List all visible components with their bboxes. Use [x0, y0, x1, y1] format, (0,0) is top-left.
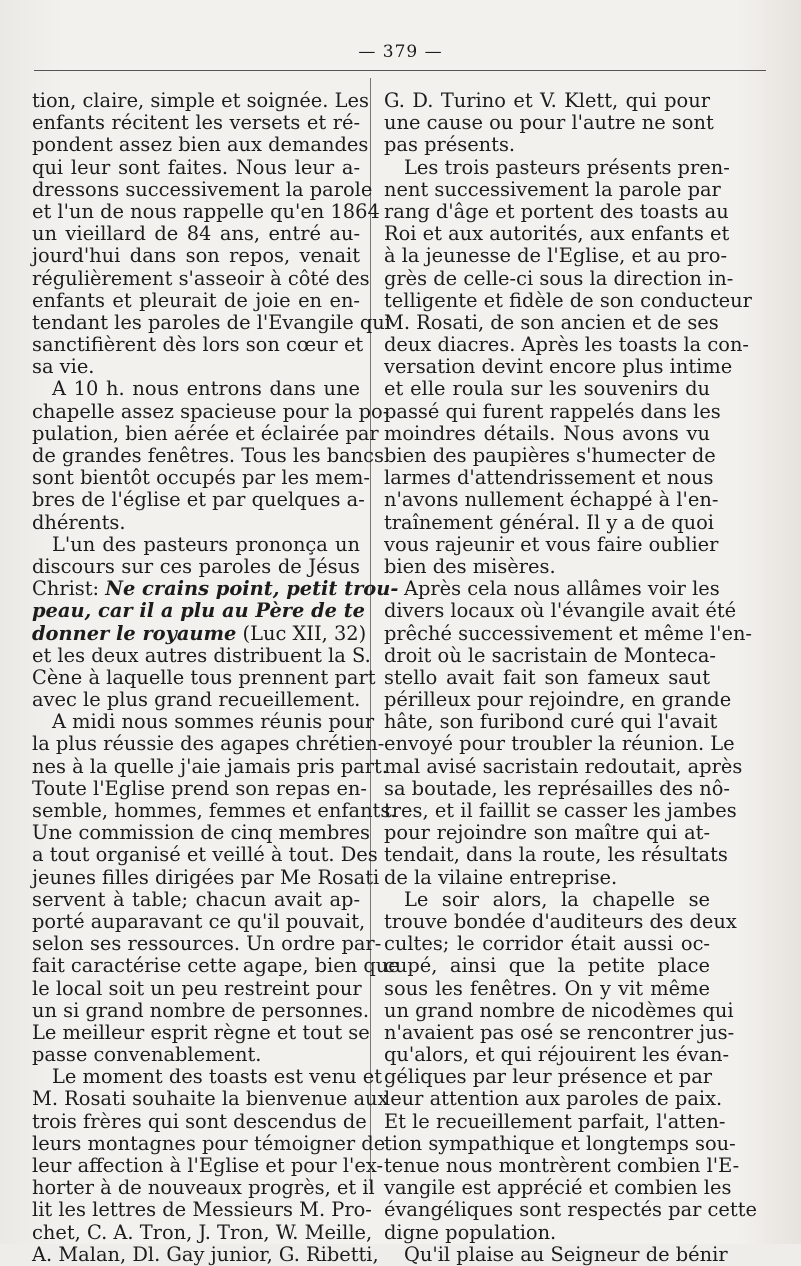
- text-line: sa vie.: [32, 355, 95, 379]
- header-rule: [34, 70, 766, 71]
- text-line: tion sympathique et longtemps sou-: [384, 1131, 736, 1155]
- text-line: cultes; le corridor était aussi oc-: [384, 932, 710, 956]
- text-line: de la vilaine entreprise.: [384, 865, 618, 889]
- text-line: un grand nombre de nicodèmes qui: [384, 998, 734, 1022]
- text-line: leurs montagnes pour témoigner de: [32, 1131, 386, 1155]
- text-line: régulièrement s'asseoir à côté des: [32, 266, 370, 290]
- left-column: [32, 89, 400, 1266]
- text-line: rang d'âge et portent des toasts au: [384, 199, 729, 223]
- text-line: vous rajeunir et vous faire oublier: [384, 532, 719, 556]
- text-line: de grandes fenêtres. Tous les bancs: [32, 444, 384, 467]
- text-line: M. Rosati, de son ancien et de ses: [384, 310, 719, 334]
- text-line: jeunes filles dirigées par Me Rosati: [32, 865, 380, 889]
- text-line: servent à table; chacun avait ap-: [32, 887, 360, 911]
- text-line: Après cela nous allâmes voir les: [404, 577, 720, 601]
- text-line: nes à la quelle j'aie jamais pris part.: [32, 754, 388, 778]
- text-line: lit les lettres de Messieurs M. Pro-: [32, 1198, 372, 1222]
- text-line: moindres détails. Nous avons vu: [384, 421, 710, 445]
- text-line: le local soit un peu restreint pour: [32, 976, 362, 1000]
- scripture-quote: peau, car il a plu au Père de te: [32, 599, 366, 623]
- page-number: — 379 —: [358, 42, 443, 62]
- text-line: semble, hommes, femmes et enfants.: [32, 799, 397, 822]
- text-line: chet, C. A. Tron, J. Tron, W. Meille,: [32, 1220, 373, 1244]
- text-line: bien des misères.: [384, 554, 556, 578]
- text-line: une cause ou pour l'autre ne sont: [384, 111, 714, 135]
- text-line: pulation, bien aérée et éclairée par: [32, 421, 379, 445]
- text-line: G. D. Turino et V. Klett, qui pour: [384, 89, 710, 112]
- text-line: discours sur ces paroles de Jésus: [32, 554, 360, 578]
- text-line: n'avons nullement échappé à l'en-: [384, 488, 719, 512]
- text-line: donner le royaume (Luc XII, 32): [32, 621, 367, 645]
- text-line: Une commission de cinq membres: [32, 821, 370, 845]
- text-line: stello avait fait son fameux saut: [384, 665, 710, 689]
- text-line: enfants récitent les versets et ré-: [32, 111, 360, 135]
- text-line: L'un des pasteurs prononça un: [52, 532, 360, 556]
- text-line: cupé, ainsi que la petite place: [384, 954, 710, 978]
- text-line: avec le plus grand recueillement.: [32, 688, 361, 712]
- text-line: hâte, son furibond curé qui l'avait: [384, 710, 718, 734]
- text-line: trois frères qui sont descendus de: [32, 1109, 367, 1133]
- text-line: qu'alors, et qui réjouirent les évan-: [384, 1043, 730, 1067]
- text-line: Cène à laquelle tous prennent part: [32, 665, 376, 689]
- text-line: droit où le sacristain de Monteca-: [384, 643, 716, 667]
- text-line: A 10 h. nous entrons dans une: [52, 377, 360, 401]
- text-line: deux diacres. Après les toasts la con-: [384, 333, 749, 357]
- text-line: dressons successivement la parole: [32, 177, 373, 201]
- text-line: évangéliques sont respectés par cette: [384, 1198, 757, 1222]
- text-line: porté auparavant ce qu'il pouvait,: [32, 909, 366, 933]
- text-line: sanctifièrent dès lors son cœur et: [32, 333, 364, 357]
- right-column: [384, 89, 757, 1266]
- text-line: tenue nous montrèrent combien l'E-: [384, 1154, 740, 1177]
- text-line: digne population.: [384, 1220, 557, 1244]
- text-line: sous les fenêtres. On y vit même: [384, 976, 710, 1000]
- text-line: larmes d'attendrissement et nous: [384, 466, 714, 490]
- text-line: grès de celle-ci sous la direction in-: [384, 266, 734, 290]
- text-line: selon ses ressources. Un ordre par-: [32, 932, 382, 956]
- text-line: prêché successivement et même l'en-: [384, 621, 752, 645]
- text-line: passe convenablement.: [32, 1043, 262, 1067]
- text-line: chapelle assez spacieuse pour la po-: [32, 399, 390, 423]
- text-line: traînement général. Il y a de quoi: [384, 510, 715, 534]
- text-line: et l'un de nous rappelle qu'en 1864: [32, 199, 380, 223]
- text-line: Et le recueillement parfait, l'atten-: [384, 1109, 726, 1133]
- text-line: fait caractérise cette agape, bien que: [32, 954, 400, 978]
- scripture-quote: Ne crains point, petit trou-: [105, 577, 399, 601]
- text-line: [32, 599, 366, 623]
- text-line: Roi et aux autorités, aux enfants et: [384, 222, 730, 246]
- text-line: Toute l'Eglise prend son repas en-: [32, 776, 367, 800]
- text-line: un vieillard de 84 ans, entré au-: [32, 222, 360, 246]
- text-line: pas présents.: [384, 133, 516, 157]
- text-line: sa boutade, les représailles des nô-: [384, 776, 730, 800]
- text-line: enfants et pleurait de joie en en-: [32, 288, 360, 312]
- text-line: passé qui furent rappelés dans les: [384, 399, 721, 423]
- text-line: jourd'hui dans son repos, venait: [32, 244, 360, 268]
- text-line: à la jeunesse de l'Eglise, et au pro-: [384, 244, 727, 268]
- text-line: sont bientôt occupés par les mem-: [32, 466, 370, 490]
- text-line: pondent assez bien aux demandes: [32, 133, 369, 157]
- text-line: et elle roula sur les souvenirs du: [384, 377, 710, 401]
- text-line: trouve bondée d'auditeurs des deux: [384, 909, 737, 933]
- text-line: tion, claire, simple et soignée. Les: [32, 89, 369, 112]
- text-line: tendant les paroles de l'Evangile qui: [32, 310, 391, 334]
- text-line: Qu'il plaise au Seigneur de bénir: [404, 1242, 728, 1266]
- text-line: et les deux autres distribuent la S.: [32, 643, 371, 667]
- text-line: tres, et il faillit se casser les jambes: [384, 799, 737, 822]
- text-line: Les trois pasteurs présents pren-: [404, 155, 730, 179]
- text-line: versation devint encore plus intime: [384, 355, 733, 379]
- text-line: vangile est apprécié et combien les: [384, 1176, 732, 1200]
- text-line: mal avisé sacristain redoutait, après: [384, 754, 743, 778]
- text-line: divers locaux où l'évangile avait été: [384, 599, 737, 623]
- text-line: n'avaient pas osé se rencontrer jus-: [384, 1020, 735, 1044]
- text-line: A. Malan, Dl. Gay junior, G. Ribetti,: [32, 1242, 379, 1266]
- text-line: périlleux pour rejoindre, en grande: [384, 688, 732, 712]
- text-line: nent successivement la parole par: [384, 177, 721, 201]
- text-line: Christ: Ne crains point, petit trou-: [32, 577, 399, 601]
- text-line: leur affection à l'Eglise et pour l'ex-: [32, 1154, 384, 1177]
- text-line: M. Rosati souhaite la bienvenue aux: [32, 1087, 389, 1111]
- text-line: un si grand nombre de personnes.: [32, 998, 370, 1022]
- text-line: envoyé pour troubler la réunion. Le: [384, 732, 735, 756]
- text-line: pour rejoindre son maître qui at-: [384, 821, 710, 845]
- text-line: Le meilleur esprit règne et tout se: [32, 1020, 370, 1044]
- text-line: qui leur sont faites. Nous leur a-: [32, 155, 360, 179]
- text-line: dhérents.: [32, 510, 126, 534]
- text-line: tendait, dans la route, les résultats: [384, 843, 728, 867]
- text-line: bres de l'église et par quelques a-: [32, 488, 365, 512]
- text-line: leur attention aux paroles de paix.: [384, 1087, 723, 1111]
- text-line: horter à de nouveaux progrès, et il: [32, 1176, 375, 1200]
- scripture-quote: donner le royaume: [32, 621, 237, 645]
- text-line: bien des paupières s'humecter de: [384, 444, 716, 467]
- column-divider: [370, 78, 371, 1190]
- text-line: A midi nous sommes réunis pour: [52, 710, 375, 734]
- text-line: géliques par leur présence et par: [384, 1065, 713, 1089]
- text-line: telligente et fidèle de son conducteur: [384, 288, 752, 312]
- text-line: la plus réussie des agapes chrétien-: [32, 732, 385, 756]
- text-line: Le soir alors, la chapelle se: [404, 887, 710, 911]
- text-line: Le moment des toasts est venu et: [52, 1065, 382, 1089]
- text-line: a tout organisé et veillé à tout. Des: [32, 843, 378, 867]
